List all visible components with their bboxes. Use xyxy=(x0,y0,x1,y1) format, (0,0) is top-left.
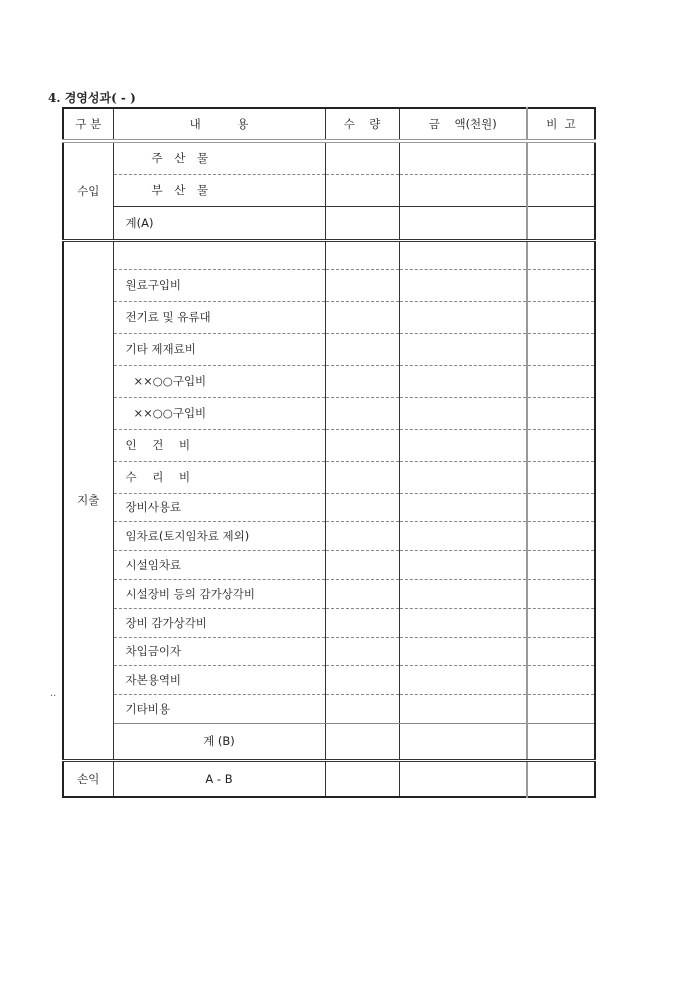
row-label: 기타비용 xyxy=(113,694,325,723)
quantity-cell[interactable] xyxy=(325,579,399,608)
row-label: 시설임차료 xyxy=(113,550,325,579)
table-row xyxy=(63,333,595,365)
table-row xyxy=(63,269,595,301)
amount-cell[interactable] xyxy=(399,206,527,240)
header-row xyxy=(63,108,595,141)
amount-cell[interactable] xyxy=(399,240,527,269)
note-cell[interactable] xyxy=(527,141,595,174)
note-cell[interactable] xyxy=(527,206,595,240)
table-row xyxy=(63,301,595,333)
note-cell[interactable] xyxy=(527,461,595,493)
note-cell[interactable] xyxy=(527,521,595,550)
quantity-cell[interactable] xyxy=(325,269,399,301)
amount-cell[interactable] xyxy=(399,269,527,301)
table-row-profit-loss xyxy=(63,760,595,797)
note-cell[interactable] xyxy=(527,333,595,365)
row-label: 장비 감가상각비 xyxy=(113,608,325,637)
amount-cell[interactable] xyxy=(399,608,527,637)
margin-mark: .. xyxy=(50,688,57,699)
note-cell[interactable] xyxy=(527,694,595,723)
quantity-cell[interactable] xyxy=(325,206,399,240)
note-cell[interactable] xyxy=(527,723,595,760)
amount-cell[interactable] xyxy=(399,637,527,665)
row-label: 기타 제재료비 xyxy=(113,333,325,365)
note-cell[interactable] xyxy=(527,269,595,301)
note-cell[interactable] xyxy=(527,429,595,461)
table-row xyxy=(63,608,595,637)
row-label: A - B xyxy=(113,760,325,797)
quantity-cell[interactable] xyxy=(325,174,399,206)
amount-cell[interactable] xyxy=(399,429,527,461)
quantity-cell[interactable] xyxy=(325,461,399,493)
category-income: 수입 xyxy=(63,141,113,240)
row-label: 차입금이자 xyxy=(113,637,325,665)
amount-cell[interactable] xyxy=(399,333,527,365)
quantity-cell[interactable] xyxy=(325,637,399,665)
row-label: 장비사용료 xyxy=(113,493,325,521)
category-expense: 지출 xyxy=(63,240,113,760)
header-content: 내 용 xyxy=(113,108,325,141)
quantity-cell[interactable] xyxy=(325,240,399,269)
quantity-cell[interactable] xyxy=(325,397,399,429)
row-label: 시설장비 등의 감가상각비 xyxy=(113,579,325,608)
table-row xyxy=(63,365,595,397)
note-cell[interactable] xyxy=(527,665,595,694)
table-row xyxy=(63,397,595,429)
table-row xyxy=(63,637,595,665)
row-label: 원료구입비 xyxy=(113,269,325,301)
header-note: 비 고 xyxy=(527,108,595,141)
row-label: 전기료 및 유류대 xyxy=(113,301,325,333)
row-label: 수 리 비 xyxy=(113,461,325,493)
table-row xyxy=(63,461,595,493)
amount-cell[interactable] xyxy=(399,694,527,723)
note-cell[interactable] xyxy=(527,608,595,637)
quantity-cell[interactable] xyxy=(325,760,399,797)
note-cell[interactable] xyxy=(527,301,595,333)
header-quantity: 수 량 xyxy=(325,108,399,141)
row-label: ××○○구입비 xyxy=(113,397,325,429)
table-row-subtotal-a xyxy=(63,206,595,240)
table-row xyxy=(63,694,595,723)
row-label: 자본용역비 xyxy=(113,665,325,694)
quantity-cell[interactable] xyxy=(325,301,399,333)
amount-cell[interactable] xyxy=(399,301,527,333)
row-label: 인 건 비 xyxy=(113,429,325,461)
note-cell[interactable] xyxy=(527,493,595,521)
amount-cell[interactable] xyxy=(399,760,527,797)
note-cell[interactable] xyxy=(527,397,595,429)
note-cell[interactable] xyxy=(527,579,595,608)
quantity-cell[interactable] xyxy=(325,665,399,694)
amount-cell[interactable] xyxy=(399,141,527,174)
quantity-cell[interactable] xyxy=(325,141,399,174)
amount-cell[interactable] xyxy=(399,723,527,760)
amount-cell[interactable] xyxy=(399,550,527,579)
quantity-cell[interactable] xyxy=(325,429,399,461)
table-row xyxy=(63,141,595,174)
quantity-cell[interactable] xyxy=(325,694,399,723)
row-label: 계(A) xyxy=(113,206,325,240)
amount-cell[interactable] xyxy=(399,665,527,694)
quantity-cell[interactable] xyxy=(325,608,399,637)
section-title: 4. 경영성과( - ) xyxy=(48,91,136,105)
table-row xyxy=(63,521,595,550)
amount-cell[interactable] xyxy=(399,174,527,206)
table-row xyxy=(63,550,595,579)
amount-cell[interactable] xyxy=(399,521,527,550)
quantity-cell[interactable] xyxy=(325,723,399,760)
business-performance-table xyxy=(62,107,596,798)
row-label: 주 산 물 xyxy=(113,141,325,174)
amount-cell[interactable] xyxy=(399,397,527,429)
quantity-cell[interactable] xyxy=(325,493,399,521)
table-row xyxy=(63,579,595,608)
note-cell[interactable] xyxy=(527,365,595,397)
table-row xyxy=(63,429,595,461)
row-label xyxy=(113,240,325,269)
table-row-subtotal-b xyxy=(63,723,595,760)
amount-cell[interactable] xyxy=(399,365,527,397)
category-profit-loss: 손익 xyxy=(63,760,113,797)
amount-cell[interactable] xyxy=(399,579,527,608)
quantity-cell[interactable] xyxy=(325,521,399,550)
header-amount: 금 액(천원) xyxy=(399,108,527,141)
quantity-cell[interactable] xyxy=(325,365,399,397)
quantity-cell[interactable] xyxy=(325,333,399,365)
row-label: 부 산 물 xyxy=(113,174,325,206)
note-cell[interactable] xyxy=(527,550,595,579)
table-row xyxy=(63,174,595,206)
note-cell[interactable] xyxy=(527,174,595,206)
table-row xyxy=(63,493,595,521)
table-row xyxy=(63,240,595,269)
table-row xyxy=(63,665,595,694)
header-category: 구 분 xyxy=(63,108,113,141)
note-cell[interactable] xyxy=(527,240,595,269)
note-cell[interactable] xyxy=(527,760,595,797)
amount-cell[interactable] xyxy=(399,493,527,521)
row-label: 계 (B) xyxy=(113,723,325,760)
note-cell[interactable] xyxy=(527,637,595,665)
quantity-cell[interactable] xyxy=(325,550,399,579)
row-label: ××○○구입비 xyxy=(113,365,325,397)
amount-cell[interactable] xyxy=(399,461,527,493)
row-label: 임차료(토지임차료 제외) xyxy=(113,521,325,550)
